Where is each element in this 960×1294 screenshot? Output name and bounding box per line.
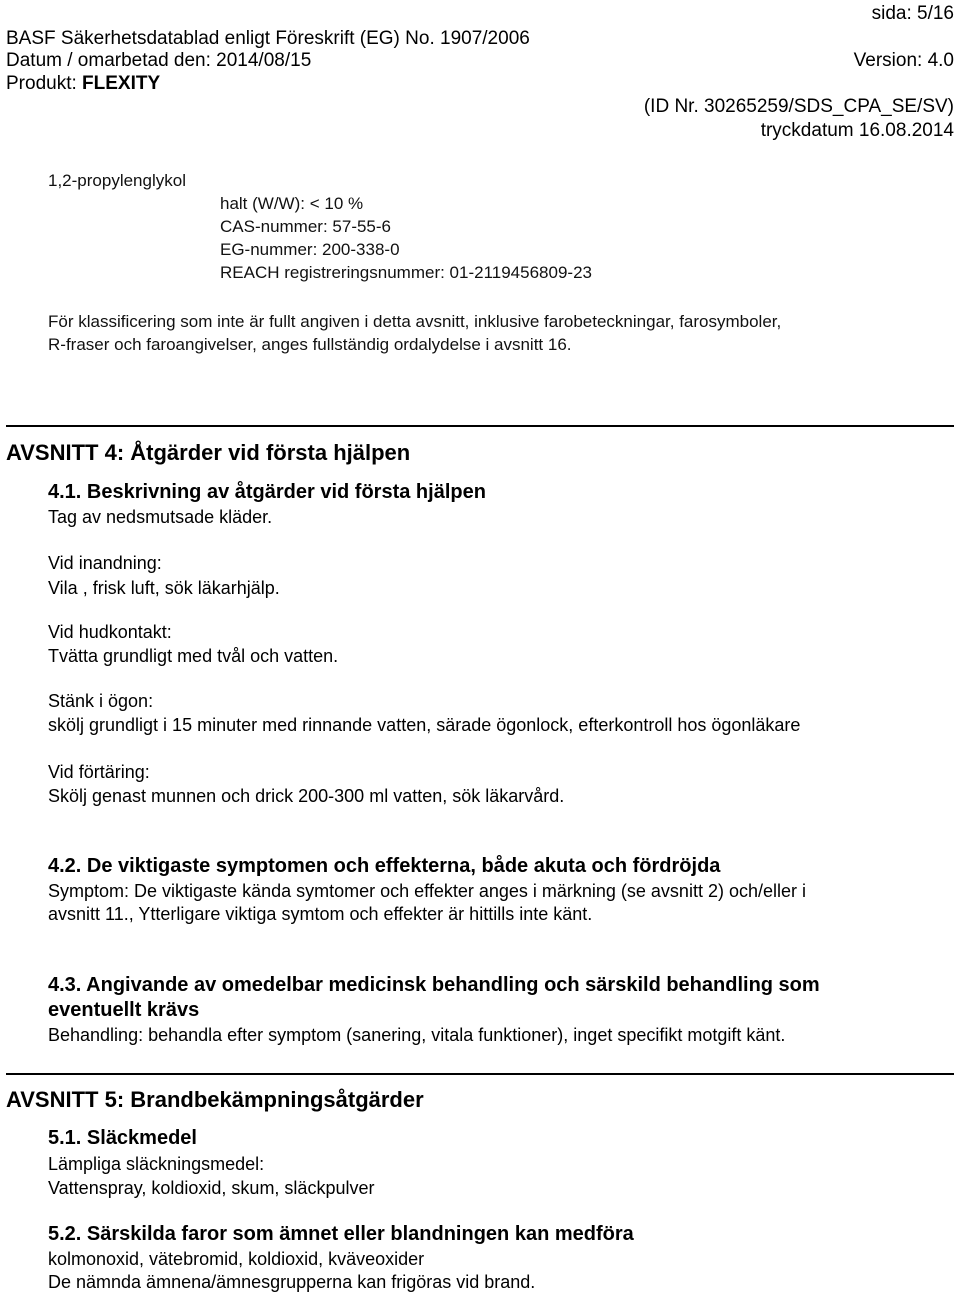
version: Version: 4.0 xyxy=(853,50,954,71)
product-name: FLEXITY xyxy=(82,73,161,94)
section-4-1-title: 4.1. Beskrivning av åtgärder vid första hjälpen xyxy=(48,481,486,503)
section-divider xyxy=(6,1073,954,1075)
extinguishing-text: Vattenspray, koldioxid, skum, släckpulver xyxy=(48,1178,375,1198)
document-title: BASF Säkerhetsdatablad enligt Föreskrift (EG) No. 1907/2006 xyxy=(6,28,530,49)
substance-cas: CAS-nummer: 57-55-6 xyxy=(220,217,392,236)
symptoms-line: Symptom: De viktigaste kända symtomer och effekter anges i märkning (se avsnitt 2) och/eller i xyxy=(48,881,806,901)
eye-contact-label: Stänk i ögon: xyxy=(48,691,154,711)
section-5-title: AVSNITT 5: Brandbekämpningsåtgärder xyxy=(6,1087,424,1112)
hazard-products-line: De nämnda ämnena/ämnesgrupperna kan frigöras vid brand. xyxy=(48,1272,536,1292)
section-4-title: AVSNITT 4: Åtgärder vid första hjälpen xyxy=(6,440,411,465)
section-4-3-title-line: eventuellt krävs xyxy=(48,999,200,1021)
section-5-1-title: 5.1. Släckmedel xyxy=(48,1127,197,1149)
classification-note-line: För klassificering som inte är fullt angiven i detta avsnitt, inklusive farobeteckningar, farosymboler, xyxy=(48,312,782,331)
skin-contact-label: Vid hudkontakt: xyxy=(48,622,172,642)
product xyxy=(6,74,160,93)
ingestion-text: Skölj genast munnen och drick 200-300 ml vatten, sök läkarvård. xyxy=(48,786,565,806)
extinguishing-label: Lämpliga släckningsmedel: xyxy=(48,1154,265,1174)
classification-note-line: R-fraser och faroangivelser, anges fullständig ordalydelse i avsnitt 16. xyxy=(48,335,572,354)
product-label: Produkt: xyxy=(6,73,77,94)
treatment-text: Behandling: behandla efter symptom (sanering, vitala funktioner), inget specifikt motgift känt. xyxy=(48,1025,786,1045)
print-date: tryckdatum 16.08.2014 xyxy=(760,120,954,141)
substance-reach: REACH registreringsnummer: 01-2119456809-23 xyxy=(220,263,592,282)
section-4-2-title: 4.2. De viktigaste symptomen och effekterna, både akuta och fördröjda xyxy=(48,855,721,877)
general-advice: Tag av nedsmutsade kläder. xyxy=(48,507,273,527)
inhalation-text: Vila , frisk luft, sök läkarhjälp. xyxy=(48,578,280,598)
substance-name: 1,2-propylenglykol xyxy=(48,171,186,190)
section-divider xyxy=(6,425,954,427)
page-number: sida: 5/16 xyxy=(871,3,954,24)
inhalation-label: Vid inandning: xyxy=(48,553,162,573)
substance-concentration: halt (W/W): < 10 % xyxy=(220,194,364,213)
hazard-products-line: kolmonoxid, vätebromid, koldioxid, kväveoxider xyxy=(48,1249,425,1269)
skin-contact-text: Tvätta grundligt med tvål och vatten. xyxy=(48,646,339,666)
revision-date: Datum / omarbetad den: 2014/08/15 xyxy=(6,50,312,71)
ingestion-label: Vid förtäring: xyxy=(48,762,150,782)
section-5-2-title: 5.2. Särskilda faror som ämnet eller blandningen kan medföra xyxy=(48,1223,634,1245)
substance-ec: EG-nummer: 200-338-0 xyxy=(220,240,400,259)
symptoms-line: avsnitt 11., Ytterligare viktiga symtom och effekter är hittills inte känt. xyxy=(48,904,593,924)
section-4-3-title-line: 4.3. Angivande av omedelbar medicinsk behandling och särskild behandling som xyxy=(48,974,820,996)
eye-contact-text: skölj grundligt i 15 minuter med rinnande vatten, särade ögonlock, efterkontroll hos ögonläkare xyxy=(48,715,801,735)
document-id: (ID Nr. 30265259/SDS_CPA_SE/SV) xyxy=(643,96,954,117)
